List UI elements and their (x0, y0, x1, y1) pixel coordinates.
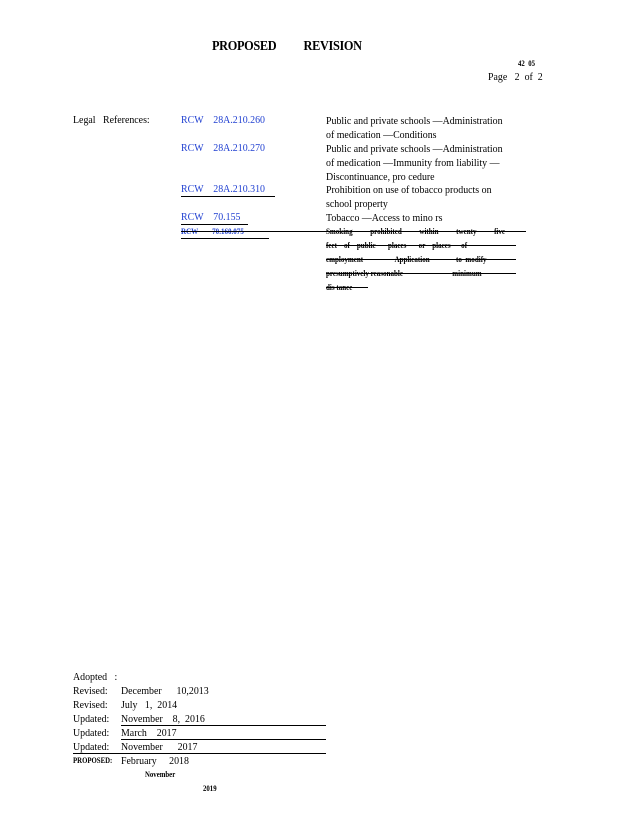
reference-link-28a-210-270[interactable]: RCW 28A.210.270 (181, 142, 265, 154)
reference-description-line: Tobacco —Access to mino rs (326, 212, 443, 224)
reference-description (326, 183, 529, 211)
history-underline (73, 753, 326, 754)
reference-underline (181, 238, 269, 239)
reference-description-line: Prohibition on use of tobacco products on (326, 184, 492, 196)
page-title: PROPOSED REVISION (212, 39, 362, 54)
strike-line (326, 273, 516, 274)
reference-description-line: of medication —Immunity from liability — (326, 157, 500, 169)
legal-references-label: Legal References: (73, 114, 150, 126)
reference-link-28a-210-310[interactable]: RCW 28A.210.310 (181, 183, 265, 195)
policy-number: 42 05 (518, 59, 535, 68)
history-underline (121, 739, 326, 740)
reference-description-line: Discontinuance, pro cedure (326, 171, 435, 183)
proposed-month: November (145, 770, 176, 779)
history-date: February 2018 (121, 755, 189, 767)
reference-description-line: Public and private schools —Administration (326, 143, 503, 155)
page-number: Page 2 of 2 (488, 71, 543, 83)
reference-description (326, 211, 529, 225)
struck-description-line (326, 239, 467, 253)
reference-underline (181, 196, 275, 197)
adoption-history (73, 656, 217, 793)
history-label: Revised: (73, 685, 108, 697)
struck-description-line (326, 281, 352, 295)
struck-description-line: Smoking prohibited within twenty five (326, 227, 506, 236)
history-label: Updated: (73, 741, 110, 753)
struck-reference-citation (181, 225, 244, 239)
history-label: Updated: (73, 713, 110, 725)
history-label: Adopted : (73, 671, 118, 683)
struck-description-line (326, 267, 482, 281)
reference-description-line: Public and private schools —Administration (326, 115, 503, 127)
reference-description-line: school property (326, 198, 388, 210)
reference-description-line: of medication —Conditions (326, 129, 437, 141)
reference-description (326, 114, 529, 142)
history-date: November 8, 2016 (121, 713, 205, 725)
history-date: March 2017 (121, 727, 177, 739)
history-date: July 1, 2014 (121, 699, 178, 711)
history-label: Updated: (73, 727, 110, 739)
proposed-year: 2019 (203, 784, 217, 793)
history-underline (121, 725, 326, 726)
strike-line (326, 259, 516, 260)
reference-description (326, 142, 529, 184)
strike-line (326, 287, 368, 288)
proposed-label: PROPOSED: (73, 756, 113, 765)
history-date: November 2017 (121, 741, 198, 753)
history-label: Revised: (73, 699, 108, 711)
struck-description-line (326, 253, 487, 267)
reference-link-28a-210-260[interactable]: RCW 28A.210.260 (181, 114, 265, 126)
history-date: December 10,2013 (121, 685, 209, 697)
strike-line (326, 245, 516, 246)
reference-link-70-155[interactable]: RCW 70.155 (181, 211, 241, 223)
